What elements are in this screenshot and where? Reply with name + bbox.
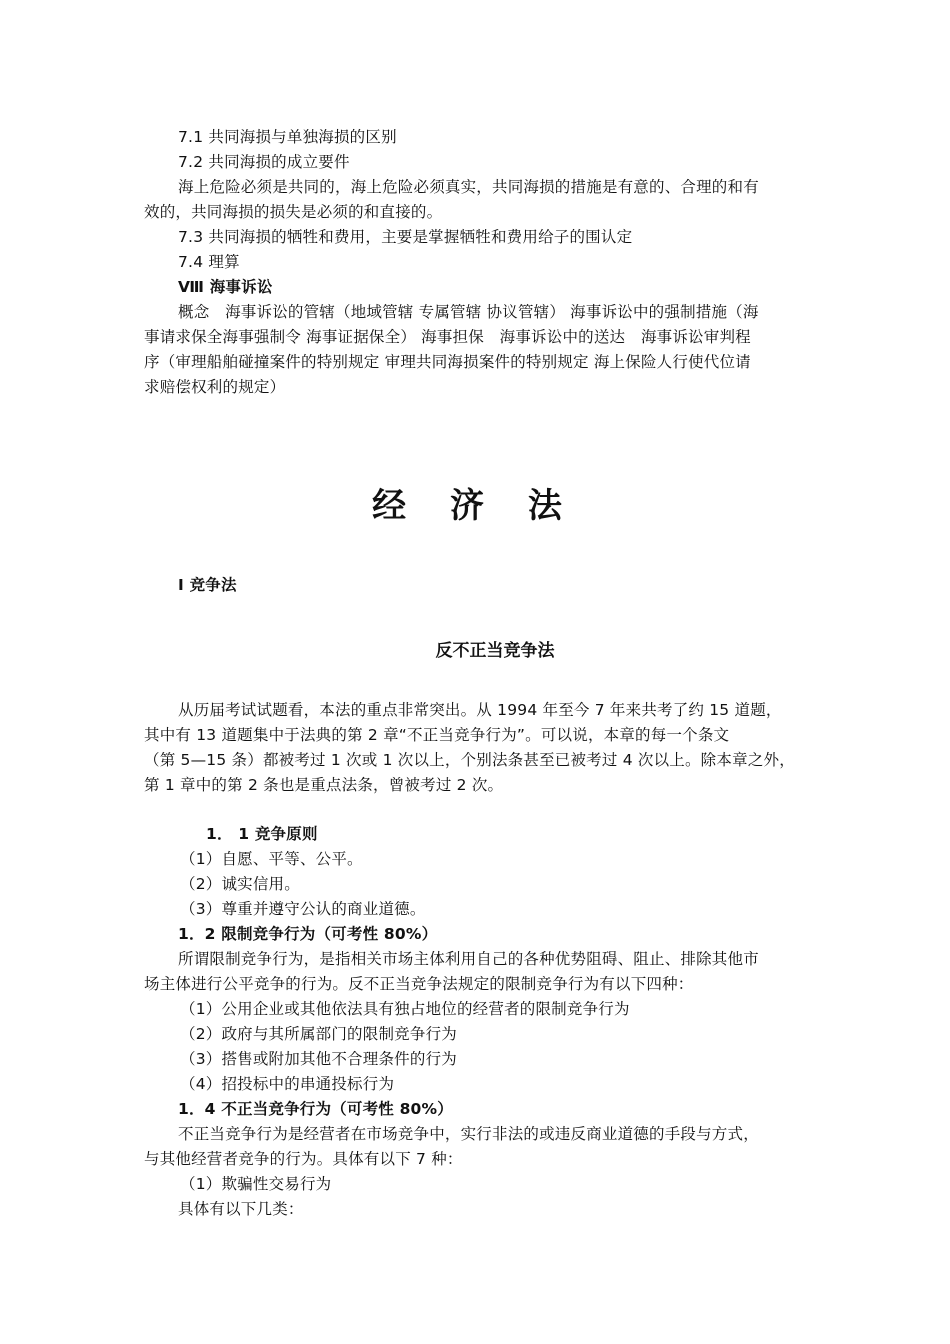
paragraph-line: 概念 海事诉讼的管辖（地域管辖 专属管辖 协议管辖） 海事诉讼中的强制措施（海 [178,303,759,321]
paragraph-line: 第 1 章中的第 2 条也是重点法条，曾被考过 2 次。 [144,776,504,794]
paragraph-line: 不正当竞争行为是经营者在市场竞争中，实行非法的或违反商业道德的手段与方式， [178,1125,759,1143]
paragraph-line: 事请求保全海事强制令 海事证据保全） 海事担保 海事诉讼中的送达 海事诉讼审判程 [144,328,751,346]
paragraph-line: 场主体进行公平竞争的行为。反不正当竞争法规定的限制竞争行为有以下四种： [144,975,694,993]
paragraph-line: 从历届考试试题看，本法的重点非常突出。从 1994 年至今 7 年来共考了约 15 道题， [178,701,782,719]
paragraph-line: （第 5—15 条）都被考过 1 次或 1 次以上，个别法条甚至已被考过 4 次以上。除本章之外， [144,751,795,769]
list-item: （4）招投标中的串通投标行为 [180,1075,395,1093]
paragraph-line: 序（审理船舶碰撞案件的特别规定 审理共同海损案件的特别规定 海上保险人行使代位请 [144,353,751,371]
heading-7-1: 7.1 共同海损与单独海损的区别 [178,128,397,146]
section-heading-competition-law: Ⅰ 竞争法 [178,576,237,594]
list-item: （2）诚实信用。 [180,875,300,893]
heading-7-4: 7.4 理算 [178,253,240,271]
paragraph-line: 其中有 13 道题集中于法典的第 2 章“不正当竞争行为”。可以说，本章的每一个条文 [144,726,730,744]
chapter-title: 经 济 法 [372,486,578,526]
law-subtitle: 反不正当竞争法 [435,641,555,661]
list-item: （3）搭售或附加其他不合理条件的行为 [180,1050,457,1068]
heading-7-3: 7.3 共同海损的牺牲和费用，主要是掌握牺牲和费用给子的围认定 [178,228,633,246]
heading-unfair-competition: 1．4 不正当竞争行为（可考性 80%） [178,1100,453,1118]
heading-restrictive-competition: 1．2 限制竞争行为（可考性 80%） [178,925,438,943]
list-item: （1）自愿、平等、公平。 [180,850,363,868]
paragraph-line: 效的，共同海损的损失是必须的和直接的。 [144,203,443,221]
list-item: （2）政府与其所属部门的限制竞争行为 [180,1025,457,1043]
heading-7-2: 7.2 共同海损的成立要件 [178,153,350,171]
paragraph-line: 所谓限制竞争行为，是指相关市场主体利用自己的各种优势阻碍、阻止、排除其他市 [178,950,759,968]
list-item: （1）公用企业或其他依法具有独占地位的经营者的限制竞争行为 [180,1000,630,1018]
paragraph-line: 具体有以下几类： [178,1200,304,1218]
paragraph-line: 与其他经营者竞争的行为。具体有以下 7 种： [144,1150,463,1168]
paragraph-line: 求赔偿权利的规定） [144,378,286,396]
heading-competition-principles: 1． 1 竞争原则 [206,825,318,843]
list-item: （3）尊重并遵守公认的商业道德。 [180,900,426,918]
list-item: （1）欺骗性交易行为 [180,1175,332,1193]
paragraph-line: 海上危险必须是共同的，海上危险必须真实，共同海损的措施是有意的、合理的和有 [178,178,759,196]
section-heading-maritime-litigation: Ⅷ 海事诉讼 [178,278,273,296]
